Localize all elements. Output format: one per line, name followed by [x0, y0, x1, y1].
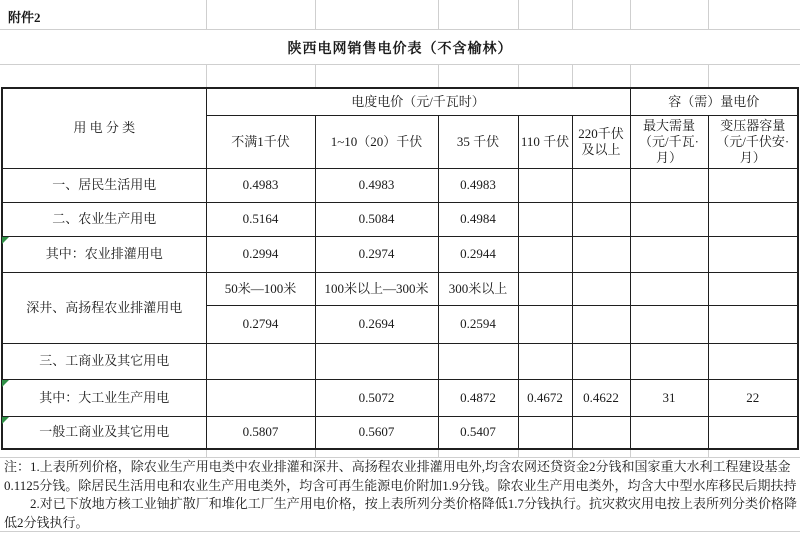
footnote-line: 0.1125分钱。除居民生活用电和农业生产用电类外，均含可再生能源电价附加1.9分钱。除农业生产用电类外，均含大中型水库移民后期扶持 [4, 477, 797, 493]
price-cell [315, 343, 438, 379]
price-cell [630, 343, 708, 379]
depth-range-cell: 300米以上 [438, 272, 518, 305]
voltage-header-cell: 110 千伏 [518, 115, 572, 168]
price-cell [572, 168, 630, 202]
price-cell: 0.4622 [572, 379, 630, 416]
price-cell [518, 168, 572, 202]
grid-line [518, 450, 519, 457]
grid-line [315, 0, 316, 29]
grid-line [315, 64, 316, 87]
grid-line [0, 29, 800, 30]
price-cell [438, 343, 518, 379]
depth-range-cell: 50米—100米 [206, 272, 315, 305]
price-cell [630, 168, 708, 202]
price-cell: 0.2594 [438, 305, 518, 343]
grid-line [0, 64, 800, 65]
voltage-header-cell: 220千伏及以上 [572, 115, 630, 168]
grid-line [518, 64, 519, 87]
price-cell [708, 343, 798, 379]
cell-flag-triangle [2, 237, 9, 244]
footnotes [4, 458, 800, 532]
grid-line [438, 0, 439, 29]
price-cell: 0.5807 [206, 416, 315, 449]
table-row [2, 202, 798, 236]
voltage-header-cell: 1~10（20）千伏 [315, 115, 438, 168]
price-cell: 0.5084 [315, 202, 438, 236]
energy-price-group-header: 电度电价（元/千瓦时） [206, 88, 630, 115]
price-cell [708, 236, 798, 272]
transformer-capacity-header-cell: 变压器容量（元/千伏安·月） [708, 115, 798, 168]
price-cell [630, 236, 708, 272]
price-cell: 0.4983 [315, 168, 438, 202]
table-row [2, 168, 798, 202]
footnote-line: 低2分钱执行。 [4, 514, 89, 530]
price-cell [572, 416, 630, 449]
row-label: 一般工商业及其它用电 [2, 416, 206, 449]
price-cell [630, 416, 708, 449]
header-row-groups [2, 88, 798, 115]
depth-range-cell [572, 272, 630, 305]
depth-range-cell [518, 272, 572, 305]
price-cell: 0.2944 [438, 236, 518, 272]
price-cell [572, 202, 630, 236]
price-cell [708, 305, 798, 343]
price-cell [518, 416, 572, 449]
price-cell [630, 202, 708, 236]
price-cell [708, 168, 798, 202]
row-label: 其中：大工业生产用电 [2, 379, 206, 416]
table-row [2, 416, 798, 449]
price-cell: 22 [708, 379, 798, 416]
grid-line [438, 64, 439, 87]
grid-line [206, 0, 207, 29]
price-cell: 0.4984 [438, 202, 518, 236]
price-cell: 0.4872 [438, 379, 518, 416]
price-cell: 0.5164 [206, 202, 315, 236]
footnote-line: 注：1.上表所列价格，除农业生产用电类中农业排灌和深井、高扬程农业排灌用电外,均含农网还贷资金2分钱和国家重大水利工程建设基金 [4, 459, 791, 474]
grid-line [572, 450, 573, 457]
price-cell: 31 [630, 379, 708, 416]
price-cell: 0.2994 [206, 236, 315, 272]
price-cell [572, 305, 630, 343]
price-cell: 0.2694 [315, 305, 438, 343]
price-cell [518, 202, 572, 236]
voltage-header-cell: 不满1千伏 [206, 115, 315, 168]
price-cell [708, 202, 798, 236]
price-cell: 0.4672 [518, 379, 572, 416]
depth-range-cell [630, 272, 708, 305]
price-cell [708, 416, 798, 449]
price-cell [572, 343, 630, 379]
row-label: 二、农业生产用电 [2, 202, 206, 236]
depth-range-cell: 100米以上—300米 [315, 272, 438, 305]
price-cell: 0.4983 [438, 168, 518, 202]
attachment-label: 附件2 [8, 10, 41, 25]
price-cell [630, 305, 708, 343]
grid-line [315, 450, 316, 457]
grid-line [630, 0, 631, 29]
price-cell [518, 305, 572, 343]
row-label: 深井、高扬程农业排灌用电 [2, 272, 206, 343]
price-cell: 0.5607 [315, 416, 438, 449]
cell-flag-triangle [2, 417, 9, 424]
grid-line [206, 450, 207, 457]
price-cell [206, 379, 315, 416]
price-cell: 0.2794 [206, 305, 315, 343]
price-cell [206, 343, 315, 379]
table-row [2, 343, 798, 379]
cell-flag-triangle [2, 380, 9, 387]
grid-line [708, 0, 709, 29]
grid-line [708, 450, 709, 457]
grid-line [630, 450, 631, 457]
grid-line [206, 64, 207, 87]
table-row [2, 236, 798, 272]
price-cell: 0.5072 [315, 379, 438, 416]
price-cell: 0.2974 [315, 236, 438, 272]
table-row [2, 379, 798, 416]
grid-line [630, 64, 631, 87]
grid-line [518, 0, 519, 29]
grid-line [438, 450, 439, 457]
row-label: 三、工商业及其它用电 [2, 343, 206, 379]
voltage-header-cell: 35 千伏 [438, 115, 518, 168]
grid-line [572, 0, 573, 29]
table-row [2, 272, 798, 305]
row-label: 一、居民生活用电 [2, 168, 206, 202]
depth-range-cell [708, 272, 798, 305]
footnote-line: 2.对已下放地方核工业铀扩散厂和堆化工厂生产用电价格，按上表所列分类价格降低1.7分钱执行。抗灾救灾用电按上表所列分类价格降 [30, 496, 798, 511]
classification-header-cell: 用 电 分 类 [2, 88, 206, 168]
page-title: 陕西电网销售电价表（不含榆林） [287, 42, 513, 57]
row-label: 其中：农业排灌用电 [2, 236, 206, 272]
capacity-price-group-header: 容（需）量电价 [630, 88, 798, 115]
grid-line [708, 64, 709, 87]
grid-line [572, 64, 573, 87]
price-cell: 0.5407 [438, 416, 518, 449]
price-table [1, 87, 799, 450]
price-cell: 0.4983 [206, 168, 315, 202]
price-cell [572, 236, 630, 272]
price-cell [518, 343, 572, 379]
price-cell [518, 236, 572, 272]
max-demand-header-cell: 最大需量（元/千瓦·月） [630, 115, 708, 168]
